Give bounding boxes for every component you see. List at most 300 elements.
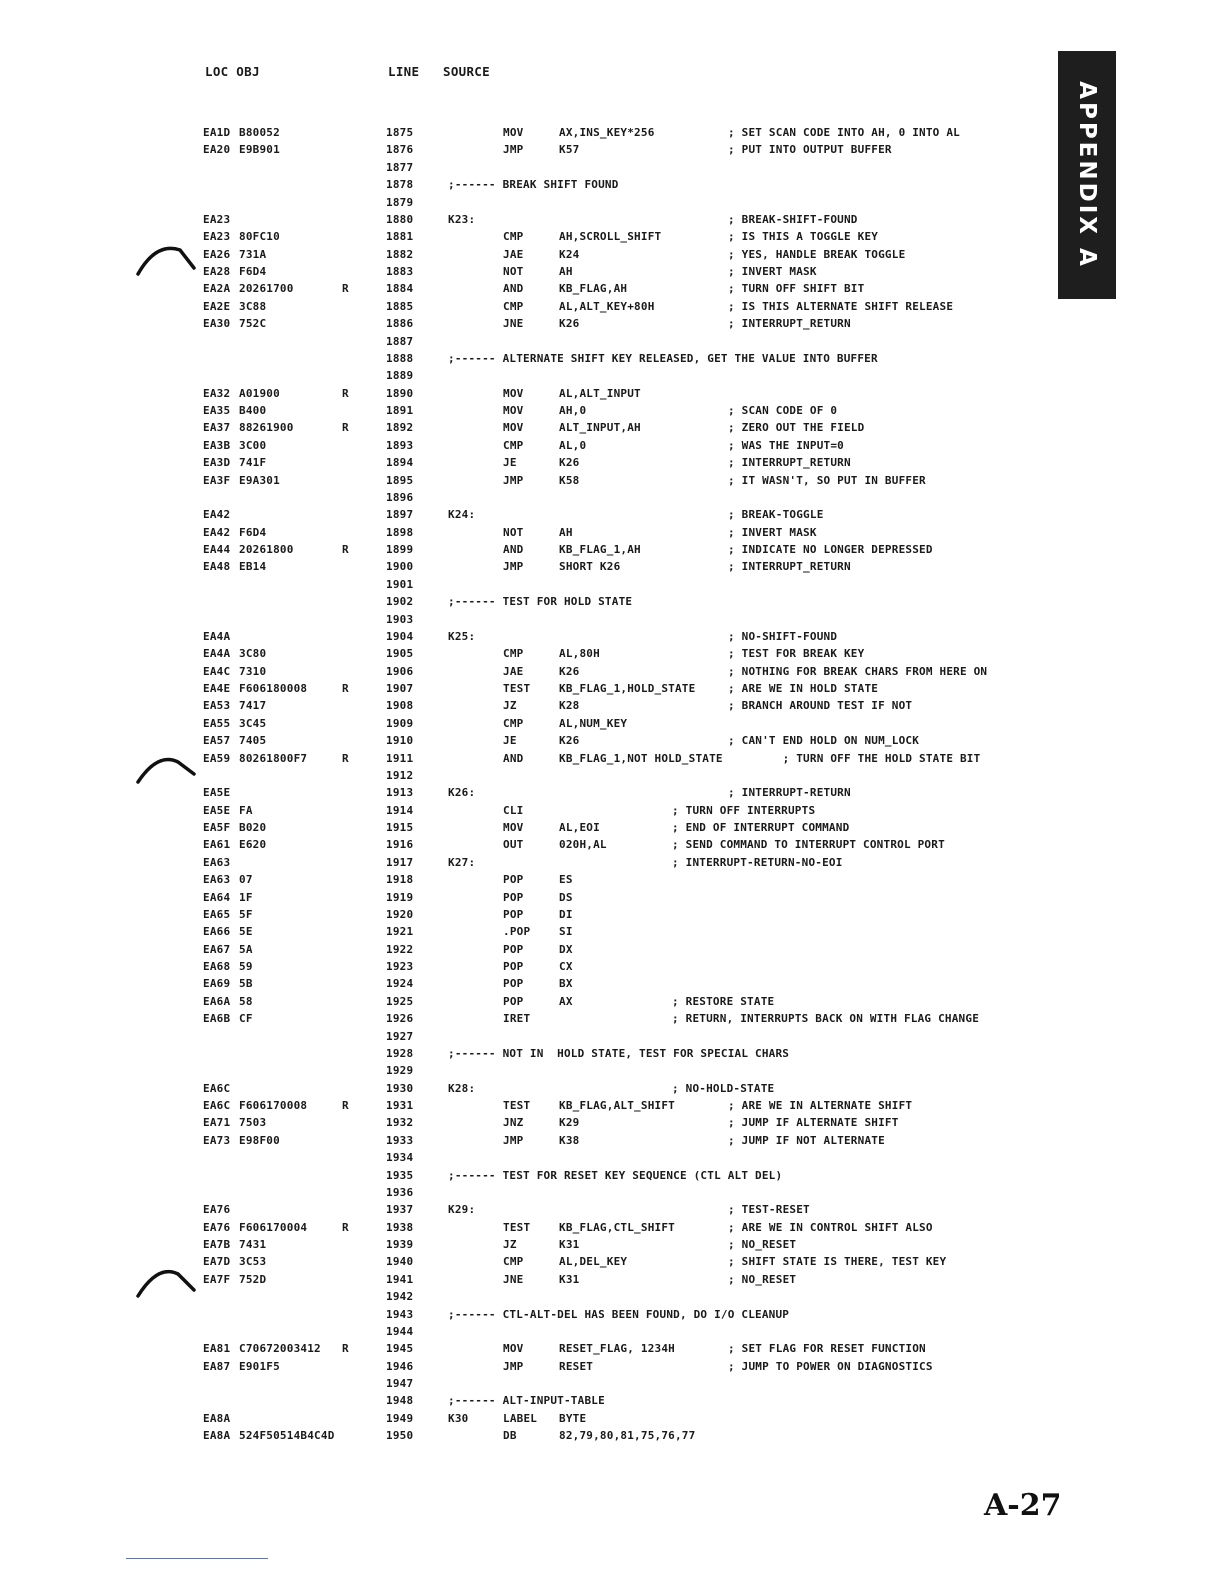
loc-address: EA71 [203,1116,231,1130]
operands: AL,ALT_KEY+80H [559,299,655,313]
listing-line [0,1201,1224,1218]
comment: ; SEND COMMAND TO INTERRUPT CONTROL PORT [672,838,945,852]
loc-address: EA67 [203,942,231,956]
listing-line [0,211,1224,228]
line-number: 1881 [386,230,414,244]
opcode: CMP [503,1255,524,1269]
opcode: POP [503,942,524,956]
listing-line [0,506,1224,523]
listing-line [0,836,1224,853]
loc-address: EA3F [203,473,231,487]
object-code: 80FC10 [239,230,280,244]
line-number: 1899 [386,543,414,556]
line-number: 1929 [386,1064,414,1078]
operands: AH [559,525,573,539]
loc-address: EA48 [203,560,231,574]
operands: KB_FLAG_1,AH [559,543,641,556]
loc-address: EA32 [203,386,231,400]
listing-line [0,628,1224,645]
comment: ; PUT INTO OUTPUT BUFFER [728,143,892,157]
loc-address: EA1D [203,126,231,139]
section-comment: ;------ BREAK SHIFT FOUND [448,178,619,192]
listing-line [0,1028,1224,1045]
listing-line [0,1167,1224,1184]
listing-line [0,558,1224,575]
opcode: NOT [503,265,524,278]
section-comment: ;------ CTL-ALT-DEL HAS BEEN FOUND, DO I/O CLEANUP [448,1307,790,1321]
comment: ; NO_RESET [728,1272,797,1286]
line-number: 1940 [386,1255,414,1269]
operands: K26 [559,456,580,470]
opcode: CMP [503,299,524,313]
opcode: MOV [503,421,524,435]
line-number: 1895 [386,473,414,487]
comment: ; BRANCH AROUND TEST IF NOT [728,699,913,713]
operands: K24 [559,247,580,261]
line-number: 1894 [386,456,414,470]
listing-line [0,611,1224,628]
listing-line [0,645,1224,662]
listing-line [0,437,1224,454]
listing-line [0,941,1224,958]
source-label: K30 [448,1411,469,1425]
line-number: 1914 [386,803,414,817]
object-code: CF [239,1012,253,1026]
appendix-tab-label: APPENDIX A [1074,81,1100,269]
opcode: MOV [503,821,524,834]
line-number: 1931 [386,1099,414,1112]
opcode: TEST [503,1220,531,1234]
object-code: E620 [239,838,267,852]
loc-address: EA69 [203,977,231,991]
comment: ; RESTORE STATE [672,994,775,1008]
listing-line [0,1375,1224,1392]
loc-address: EA68 [203,960,231,973]
operands: KB_FLAG,AH [559,282,628,296]
line-number: 1901 [386,577,414,591]
listing-line [0,367,1224,384]
opcode: JNE [503,317,524,331]
listing-line [0,385,1224,402]
opcode: JAE [503,247,524,261]
opcode: AND [503,751,524,765]
source-label: K24: [448,508,476,522]
line-number: 1918 [386,873,414,887]
listing-line [0,680,1224,697]
loc-address: EA63 [203,855,231,869]
loc-address: EA76 [203,1203,231,1217]
line-number: 1915 [386,821,414,834]
listing-line [0,715,1224,732]
operands: AL,ALT_INPUT [559,386,641,400]
listing-line [0,802,1224,819]
listing-line [0,1114,1224,1131]
operands: CX [559,960,573,973]
comment: ; TURN OFF INTERRUPTS [672,803,816,817]
line-number: 1896 [386,490,414,504]
header-line: LINE [388,64,420,79]
line-number: 1890 [386,386,414,400]
page-number: A-27 [984,1488,1062,1523]
relocation-flag: R [342,1342,349,1356]
line-number: 1942 [386,1290,414,1304]
relocation-flag: R [342,1099,349,1112]
object-code: 752D [239,1272,267,1286]
listing-line [0,1062,1224,1079]
operands: RESET [559,1359,594,1373]
relocation-flag: R [342,682,349,695]
operands: K26 [559,734,580,748]
line-number: 1906 [386,664,414,678]
listing-line [0,454,1224,471]
object-code: 5A [239,942,253,956]
operands: SI [559,925,573,939]
object-code: 88261900 [239,421,294,435]
operands: DX [559,942,573,956]
line-number: 1887 [386,334,414,348]
opcode: CMP [503,438,524,452]
operands: K38 [559,1133,580,1147]
listing-line [0,576,1224,593]
line-number: 1884 [386,282,414,296]
operands: AL,EOI [559,821,600,834]
margin-mark-icon [134,240,198,280]
line-number: 1937 [386,1203,414,1217]
section-comment: ;------ TEST FOR HOLD STATE [448,595,633,609]
object-code: A01900 [239,386,280,400]
comment: ; ARE WE IN HOLD STATE [728,682,879,695]
relocation-flag: R [342,386,349,400]
loc-address: EA35 [203,404,231,417]
opcode: JMP [503,143,524,157]
line-number: 1946 [386,1359,414,1373]
operands: BX [559,977,573,991]
loc-address: EA5E [203,803,231,817]
operands: AL,NUM_KEY [559,716,628,730]
object-code: 7417 [239,699,267,713]
listing-line [0,280,1224,297]
line-number: 1912 [386,768,414,782]
listing-line [0,124,1224,141]
listing-line [0,298,1224,315]
operands: AX,INS_KEY*256 [559,126,655,139]
opcode: OUT [503,838,524,852]
comment: ; SET FLAG FOR RESET FUNCTION [728,1342,926,1356]
line-number: 1900 [386,560,414,574]
operands: DS [559,890,573,904]
object-code: 7503 [239,1116,267,1130]
line-number: 1885 [386,299,414,313]
line-number: 1919 [386,890,414,904]
margin-mark-icon [134,750,198,790]
loc-address: EA81 [203,1342,231,1356]
opcode: CMP [503,647,524,661]
line-number: 1947 [386,1377,414,1390]
loc-address: EA59 [203,751,231,765]
object-code: 3C80 [239,647,267,661]
listing-line [0,593,1224,610]
line-number: 1922 [386,942,414,956]
comment: ; WAS THE INPUT=0 [728,438,844,452]
comment: ; NOTHING FOR BREAK CHARS FROM HERE ON [728,664,988,678]
section-comment: ;------ NOT IN HOLD STATE, TEST FOR SPECIAL CHARS [448,1046,790,1060]
line-number: 1908 [386,699,414,713]
loc-address: EA76 [203,1220,231,1234]
line-number: 1936 [386,1185,414,1199]
object-code: 5E [239,925,253,939]
opcode: MOV [503,386,524,400]
line-number: 1892 [386,421,414,435]
listing-line [0,194,1224,211]
listing-line [0,176,1224,193]
object-code: 07 [239,873,253,887]
listing-line [0,402,1224,419]
operands: K57 [559,143,580,157]
opcode: MOV [503,404,524,417]
line-number: 1876 [386,143,414,157]
loc-address: EA55 [203,716,231,730]
operands: KB_FLAG,CTL_SHIFT [559,1220,675,1234]
comment: ; JUMP IF NOT ALTERNATE [728,1133,885,1147]
line-number: 1883 [386,265,414,278]
object-code: FA [239,803,253,817]
comment: ; INVERT MASK [728,265,817,278]
object-code: 7310 [239,664,267,678]
listing-line [0,1097,1224,1114]
operands: BYTE [559,1411,587,1425]
comment: ; YES, HANDLE BREAK TOGGLE [728,247,906,261]
comment: ; TEST FOR BREAK KEY [728,647,865,661]
line-number: 1944 [386,1324,414,1338]
comment: ; ARE WE IN CONTROL SHIFT ALSO [728,1220,933,1234]
relocation-flag: R [342,751,349,765]
object-code: B80052 [239,126,280,139]
line-number: 1902 [386,595,414,609]
line-number: 1939 [386,1238,414,1251]
opcode: CMP [503,230,524,244]
listing-line [0,697,1224,714]
line-number: 1893 [386,438,414,452]
listing-line [0,1340,1224,1357]
operands: AL,0 [559,438,587,452]
listing-line [0,141,1224,158]
comment: ; INTERRUPT-RETURN-NO-EOI [672,855,843,869]
loc-address: EA8A [203,1411,231,1425]
opcode: TEST [503,682,531,695]
comment: ; SCAN CODE OF 0 [728,404,838,417]
loc-address: EA20 [203,143,231,157]
listing-line [0,541,1224,558]
loc-address: EA28 [203,265,231,278]
source-label: K26: [448,786,476,800]
loc-address: EA42 [203,508,231,522]
line-number: 1888 [386,351,414,365]
line-number: 1950 [386,1429,414,1443]
loc-address: EA87 [203,1359,231,1373]
opcode: POP [503,873,524,887]
comment: ; SET SCAN CODE INTO AH, 0 INTO AL [728,126,960,139]
operands: 020H,AL [559,838,607,852]
opcode: AND [503,282,524,296]
listing-line [0,889,1224,906]
line-number: 1938 [386,1220,414,1234]
loc-address: EA6C [203,1081,231,1095]
object-code: 3C45 [239,716,267,730]
listing-line [0,315,1224,332]
line-number: 1907 [386,682,414,695]
loc-address: EA30 [203,317,231,331]
listing-line [0,993,1224,1010]
object-code: 5B [239,977,253,991]
object-code: E9B901 [239,143,280,157]
line-number: 1923 [386,960,414,973]
object-code: B020 [239,821,267,834]
operands: ES [559,873,573,887]
loc-address: EA2A [203,282,231,296]
loc-address: EA66 [203,925,231,939]
object-code: 20261700 [239,282,294,296]
opcode: JMP [503,560,524,574]
loc-address: EA8A [203,1429,231,1443]
line-number: 1943 [386,1307,414,1321]
object-code: F606170008 [239,1099,308,1112]
comment: ; IS THIS A TOGGLE KEY [728,230,879,244]
line-number: 1911 [386,751,414,765]
relocation-flag: R [342,543,349,556]
object-code: 7405 [239,734,267,748]
loc-address: EA4C [203,664,231,678]
opcode: JAE [503,664,524,678]
listing-line [0,419,1224,436]
listing-line [0,663,1224,680]
header-loc-obj: LOC OBJ [205,64,260,79]
loc-address: EA6C [203,1099,231,1112]
loc-address: EA57 [203,734,231,748]
loc-address: EA26 [203,247,231,261]
operands: AX [559,994,573,1008]
operands: KB_FLAG_1,NOT HOLD_STATE [559,751,723,765]
loc-address: EA23 [203,212,231,226]
listing-line [0,1392,1224,1409]
line-number: 1924 [386,977,414,991]
listing-line [0,524,1224,541]
object-code: 3C53 [239,1255,267,1269]
object-code: E98F00 [239,1133,280,1147]
comment: ; INVERT MASK [728,525,817,539]
object-code: B400 [239,404,267,417]
loc-address: EA4A [203,647,231,661]
line-number: 1891 [386,404,414,417]
loc-address: EA53 [203,699,231,713]
line-number: 1898 [386,525,414,539]
line-number: 1927 [386,1029,414,1043]
loc-address: EA64 [203,890,231,904]
comment: ; BREAK-SHIFT-FOUND [728,212,858,226]
source-label: K23: [448,212,476,226]
comment: ; CAN'T END HOLD ON NUM_LOCK [728,734,920,748]
comment: ; TURN OFF SHIFT BIT [728,282,865,296]
object-code: F606180008 [239,682,308,695]
line-number: 1910 [386,734,414,748]
comment: ; INTERRUPT-RETURN [728,786,851,800]
operands: K28 [559,699,580,713]
object-code: 5F [239,907,253,921]
comment: ; JUMP TO POWER ON DIAGNOSTICS [728,1359,933,1373]
opcode: TEST [503,1099,531,1112]
operands: AL,DEL_KEY [559,1255,628,1269]
line-number: 1933 [386,1133,414,1147]
loc-address: EA4E [203,682,231,695]
comment: ; ZERO OUT THE FIELD [728,421,865,435]
opcode: POP [503,907,524,921]
line-number: 1904 [386,629,414,643]
opcode: JMP [503,1359,524,1373]
object-code: 20261800 [239,543,294,556]
object-code: 3C88 [239,299,267,313]
header-source: SOURCE [443,64,490,79]
line-number: 1889 [386,369,414,383]
comment: ; INTERRUPT_RETURN [728,317,851,331]
comment: ; TEST-RESET [728,1203,810,1217]
listing-line [0,1427,1224,1444]
listing-line [0,1045,1224,1062]
comment: ; IT WASN'T, SO PUT IN BUFFER [728,473,926,487]
loc-address: EA37 [203,421,231,435]
comment: ; SHIFT STATE IS THERE, TEST KEY [728,1255,947,1269]
comment: ; NO_RESET [728,1238,797,1251]
operands: K26 [559,317,580,331]
line-number: 1903 [386,612,414,626]
line-number: 1926 [386,1012,414,1026]
source-label: K29: [448,1203,476,1217]
loc-address: EA6A [203,994,231,1008]
listing-line [0,923,1224,940]
line-number: 1920 [386,907,414,921]
operands: KB_FLAG_1,HOLD_STATE [559,682,696,695]
operands: AH,SCROLL_SHIFT [559,230,662,244]
opcode: POP [503,960,524,973]
operands: 82,79,80,81,75,76,77 [559,1429,696,1443]
object-code: C70672003412 [239,1342,321,1356]
loc-address: EA5E [203,786,231,800]
object-code: F6D4 [239,525,267,539]
listing-line [0,1184,1224,1201]
line-number: 1916 [386,838,414,852]
operands: RESET_FLAG, 1234H [559,1342,675,1356]
line-number: 1928 [386,1046,414,1060]
listing-line [0,732,1224,749]
listing-line [0,472,1224,489]
loc-address: EA73 [203,1133,231,1147]
loc-address: EA63 [203,873,231,887]
loc-address: EA42 [203,525,231,539]
line-number: 1921 [386,925,414,939]
opcode: NOT [503,525,524,539]
comment: ; JUMP IF ALTERNATE SHIFT [728,1116,899,1130]
line-number: 1897 [386,508,414,522]
listing-line [0,975,1224,992]
loc-address: EA23 [203,230,231,244]
loc-address: EA65 [203,907,231,921]
operands: K26 [559,664,580,678]
object-code: 80261800F7 [239,751,308,765]
operands: KB_FLAG,ALT_SHIFT [559,1099,675,1112]
loc-address: EA7F [203,1272,231,1286]
section-comment: ;------ TEST FOR RESET KEY SEQUENCE (CTL ALT DEL) [448,1168,783,1182]
opcode: JZ [503,699,517,713]
source-label: K28: [448,1081,476,1095]
listing-line [0,1132,1224,1149]
